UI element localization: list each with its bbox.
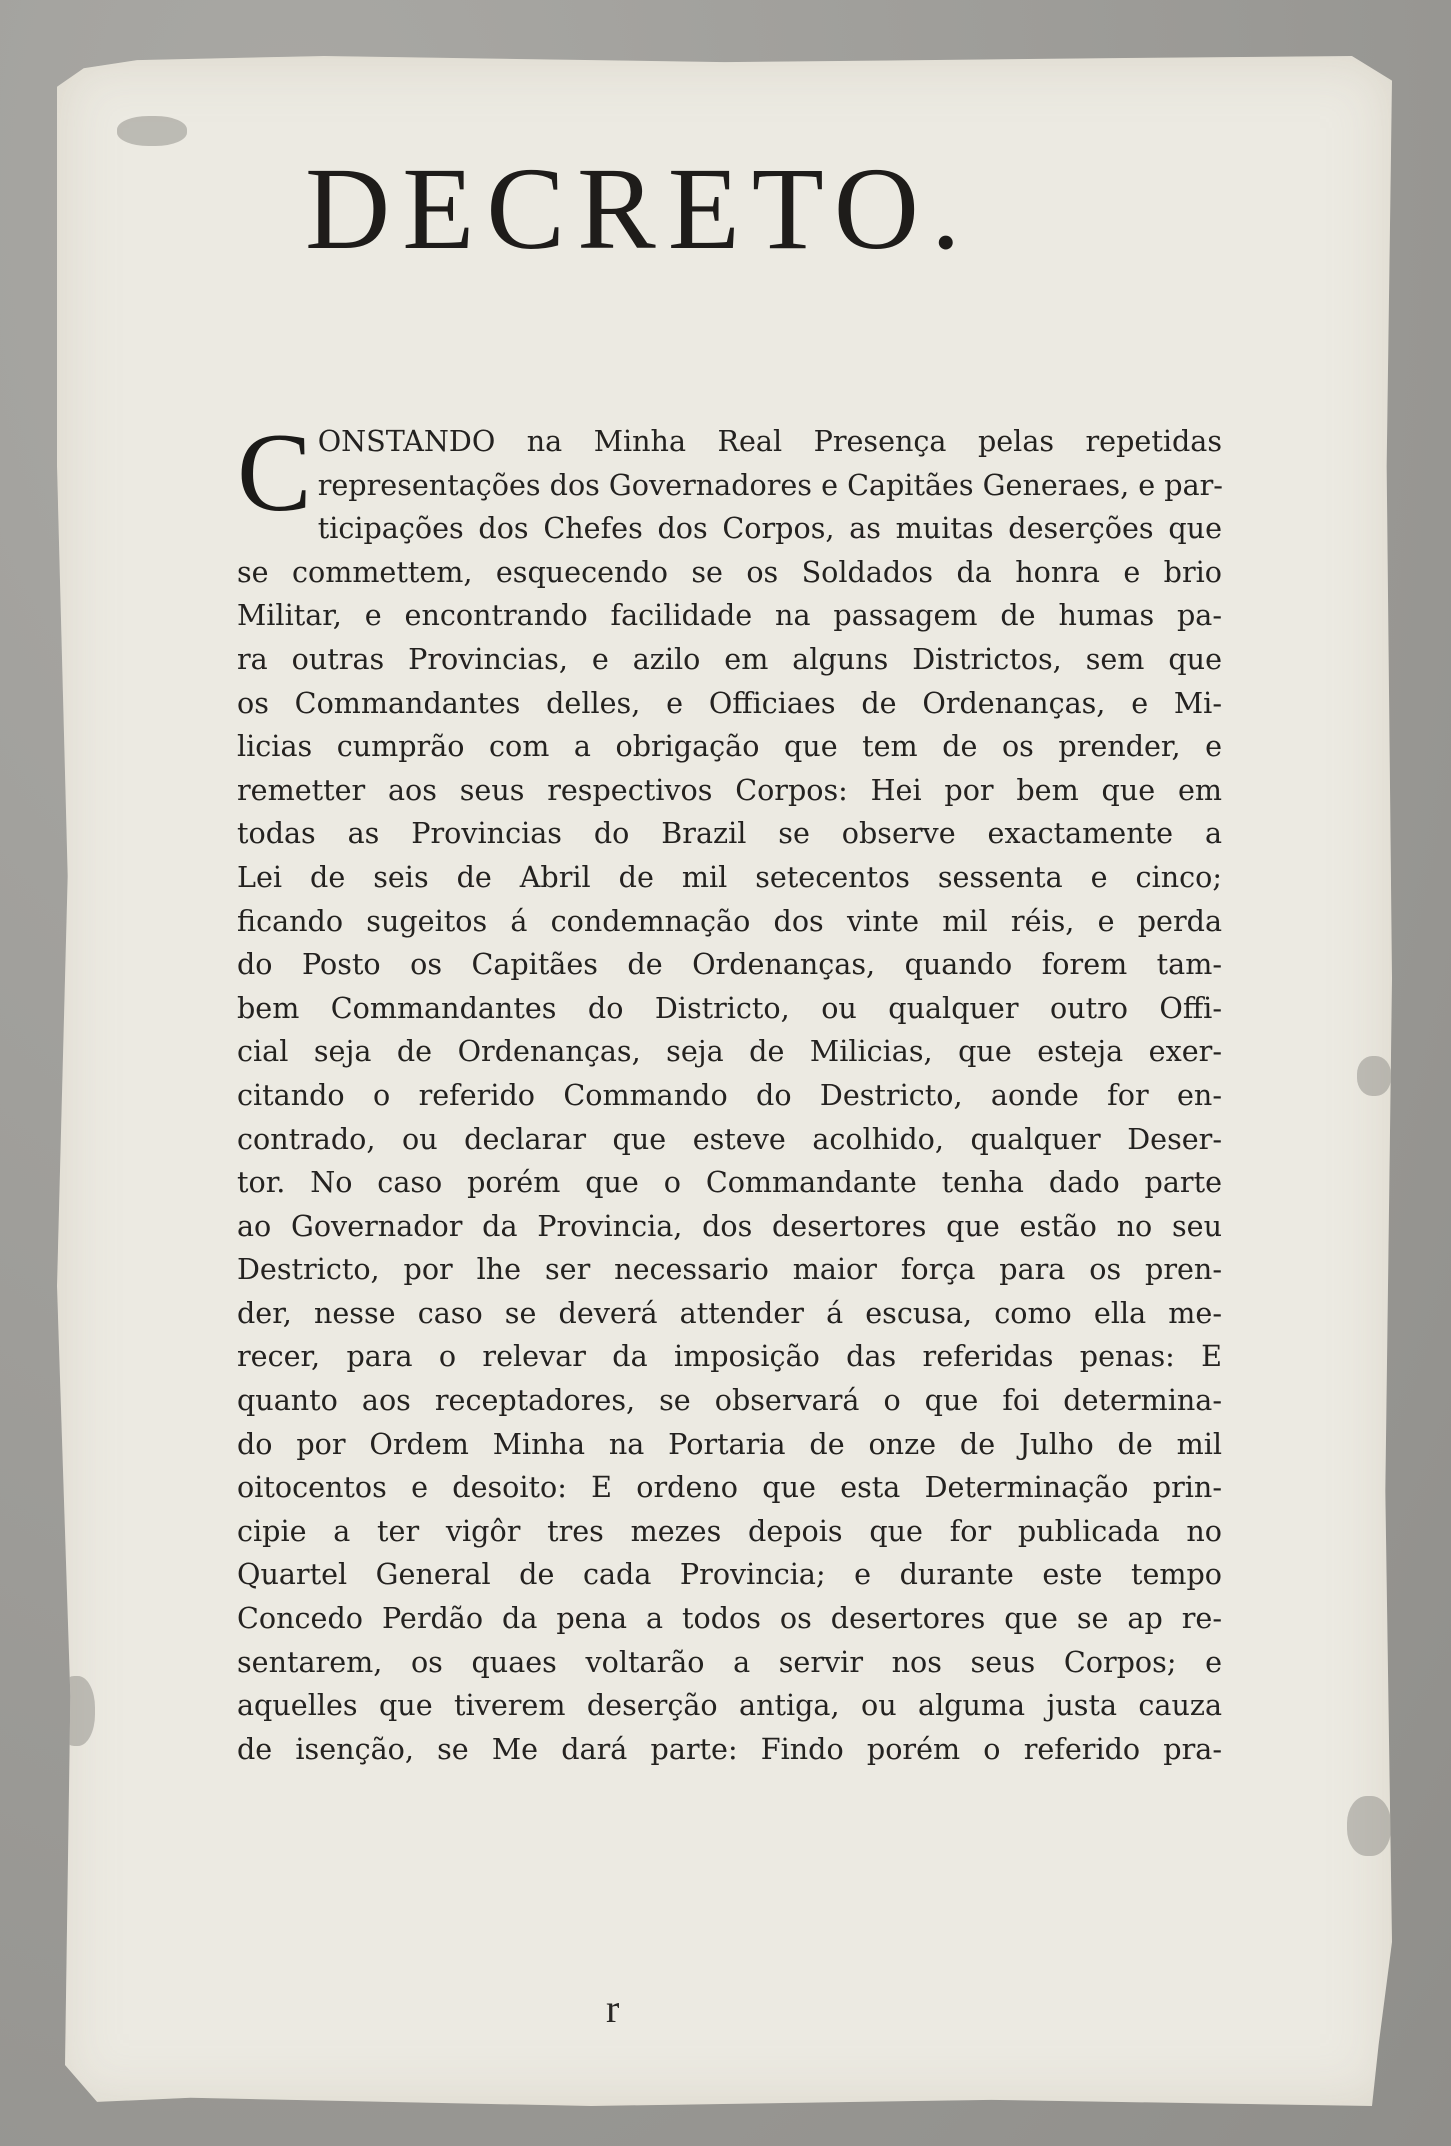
decree-line: os Commandantes delles, e Officiaes de Ordenanças, e Mi-	[237, 685, 1222, 720]
decree-line: Concedo Perdão da pena a todos os desertores que se ap re-	[237, 1601, 1222, 1636]
decree-line: cipie a ter vigôr tres mezes depois que for publicada no	[237, 1513, 1222, 1548]
decree-line: ONSTANDO na Minha Real Presença pelas repetidas	[317, 424, 1222, 458]
signature-mark: r	[606, 1986, 620, 2031]
decree-line: Lei de seis de Abril de mil setecentos sessenta e cinco;	[237, 859, 1222, 894]
decree-line: todas as Provincias do Brazil se observe exactamente a	[237, 816, 1222, 851]
decree-line: licias cumprão com a obrigação que tem de os prender, e	[237, 729, 1222, 764]
decree-line: aquelles que tiverem deserção antiga, ou alguma justa cauza	[237, 1688, 1222, 1723]
decree-line: do Posto os Capitães de Ordenanças, quando forem tam-	[237, 947, 1222, 982]
decree-line: ao Governador da Provincia, dos desertores que estão no seu	[237, 1208, 1222, 1243]
decree-line: recer, para o relevar da imposição das referidas penas: E	[237, 1339, 1222, 1374]
decree-line: de isenção, se Me dará parte: Findo porém o referido pra-	[237, 1731, 1222, 1766]
decree-body	[237, 411, 1223, 1771]
decree-line: ra outras Provincias, e azilo em alguns Districtos, sem que	[237, 641, 1222, 676]
decree-line: representações dos Governadores e Capitães Generaes, e par-	[317, 467, 1223, 502]
paper-stain	[1357, 1056, 1391, 1096]
paper-stain	[117, 116, 187, 146]
decree-line: bem Commandantes do Districto, ou qualquer outro Offi-	[237, 990, 1222, 1025]
decree-line: se commettem, esquecendo se os Soldados da honra e brio	[237, 554, 1222, 589]
decree-line: quanto aos receptadores, se observará o que foi determina-	[237, 1383, 1222, 1418]
decree-line: contrado, ou declarar que esteve acolhido, qualquer Deser-	[237, 1121, 1222, 1156]
decree-line: oitocentos e desoito: E ordeno que esta Determinação prin-	[237, 1470, 1222, 1505]
decree-line: sentarem, os quaes voltarão a servir nos seus Corpos; e	[237, 1644, 1222, 1679]
decree-line: remetter aos seus respectivos Corpos: Hei por bem que em	[237, 772, 1222, 807]
decree-line: ticipações dos Chefes dos Corpos, as muitas deserções que	[317, 511, 1222, 546]
decree-line: der, nesse caso se deverá attender á escusa, como ella me-	[237, 1295, 1222, 1330]
decree-line: tor. No caso porém que o Commandante tenha dado parte	[237, 1165, 1222, 1200]
decree-line: cial seja de Ordenanças, seja de Milicias, que esteja exer-	[237, 1034, 1222, 1069]
paper-stain	[1347, 1796, 1391, 1856]
decree-line: citando o referido Commando do Destricto, aonde for en-	[237, 1077, 1222, 1112]
document-title: DECRETO.	[305, 143, 973, 274]
decree-line: Quartel General de cada Provincia; e durante este tempo	[237, 1557, 1222, 1592]
decree-line: Destricto, por lhe ser necessario maior força para os pren-	[237, 1252, 1222, 1287]
decree-line: ficando sugeitos á condemnação dos vinte mil réis, e perda	[237, 903, 1222, 938]
decree-line: do por Ordem Minha na Portaria de onze de Julho de mil	[237, 1426, 1222, 1461]
decree-text-lines	[237, 411, 1223, 1771]
decree-line: Militar, e encontrando facilidade na passagem de humas pa-	[237, 598, 1222, 633]
drop-cap: C	[237, 411, 312, 535]
